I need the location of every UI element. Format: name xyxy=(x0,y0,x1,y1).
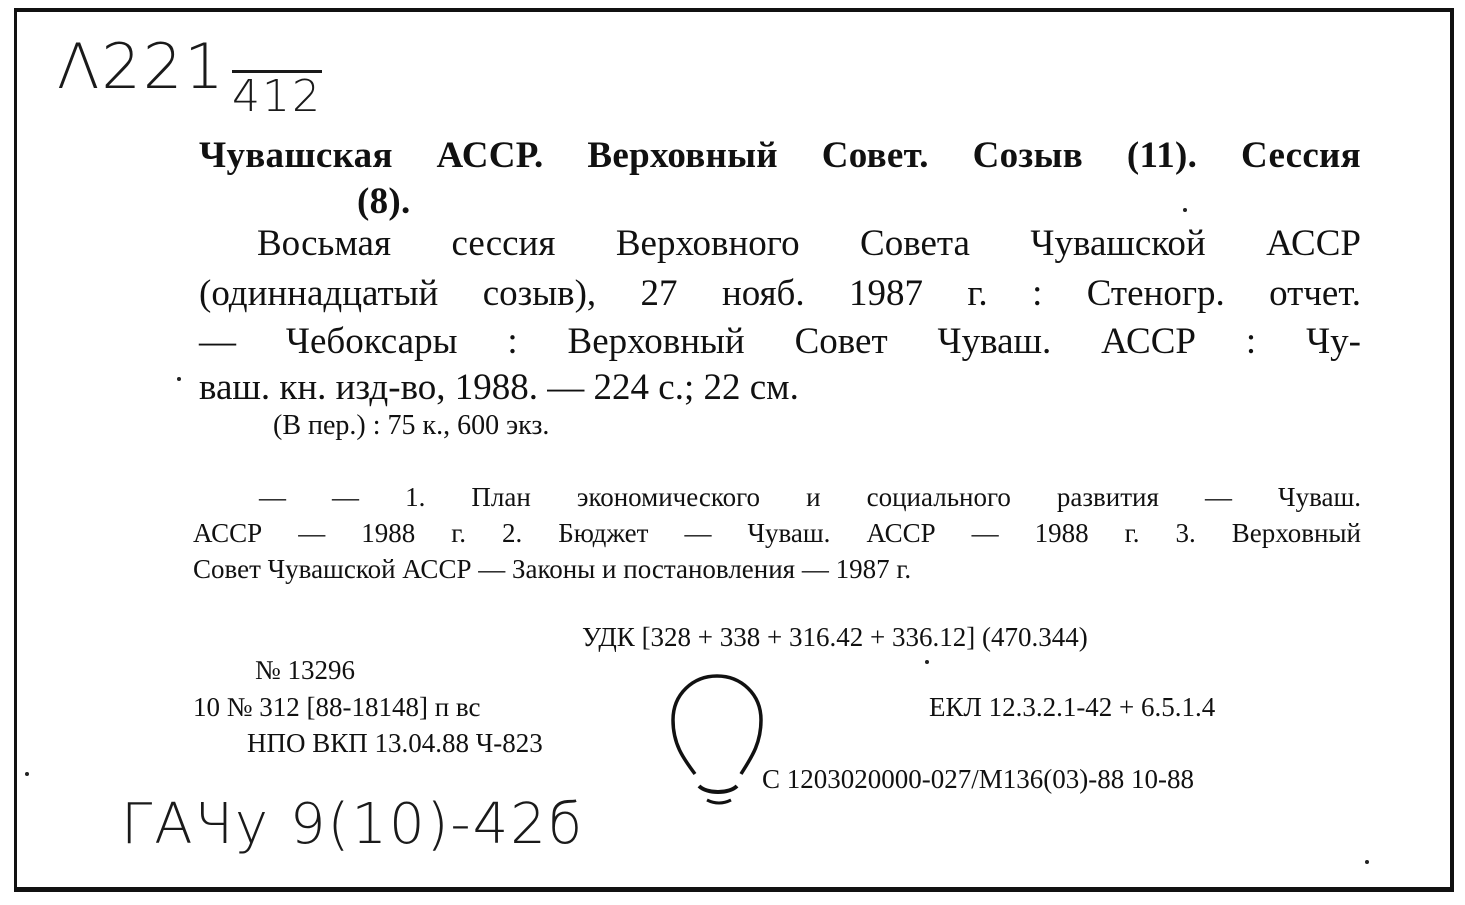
price-line: (В пер.) : 75 к., 600 экз. xyxy=(273,410,550,441)
speck xyxy=(25,772,29,776)
heading-line-1: Чувашская АССР. Верховный Совет. Созыв (11). Сессия xyxy=(199,135,1361,176)
order-line: 10 № 312 [88-18148] п вс xyxy=(193,692,481,722)
title-line-1: Восьмая сессия Верховного Совета Чувашской АССР xyxy=(257,223,1361,264)
title-line-4: ваш. кн. изд-во, 1988. — 224 с.; 22 см. xyxy=(199,367,799,408)
speck xyxy=(177,377,181,381)
card-heading xyxy=(199,134,1361,177)
heading-line-2: (8). xyxy=(357,181,411,222)
title-line-2: (одиннадцатый созыв), 27 нояб. 1987 г. : Стеногр. отчет. xyxy=(199,273,1361,314)
title-line-3: — Чебоксары : Верховный Совет Чуваш. АССР : Чу- xyxy=(199,321,1361,362)
subject-line-2: АССР — 1988 г. 2. Бюджет — Чуваш. АССР — 1988 г. 3. Верховный xyxy=(193,518,1361,548)
subject-line-1: — — 1. План экономического и социального развития — Чуваш. xyxy=(259,482,1361,512)
handwritten-shelfmark: Λ221 xyxy=(57,30,226,103)
handwritten-archive-mark: ГАЧу 9(10)-42б xyxy=(121,792,585,857)
subject-line-3: Совет Чувашской АССР — Законы и постановления — 1987 г. xyxy=(193,554,912,584)
card-number: № 13296 xyxy=(255,655,356,685)
catalog-code: С 1203020000-027/М136(03)-88 10-88 xyxy=(762,764,1194,794)
catalog-card xyxy=(14,8,1454,892)
npo-line: НПО ВКП 13.04.88 Ч-823 xyxy=(247,728,543,758)
lightbulb-icon xyxy=(665,668,775,818)
udk-line: УДК [328 + 338 + 316.42 + 336.12] (470.344) xyxy=(582,622,1088,652)
ekl-line: ЕКЛ 12.3.2.1-42 + 6.5.1.4 xyxy=(929,692,1216,722)
speck xyxy=(1183,208,1187,212)
speck xyxy=(925,660,929,664)
handwritten-shelfmark-sub: 412 xyxy=(232,71,322,122)
speck xyxy=(1365,860,1369,864)
